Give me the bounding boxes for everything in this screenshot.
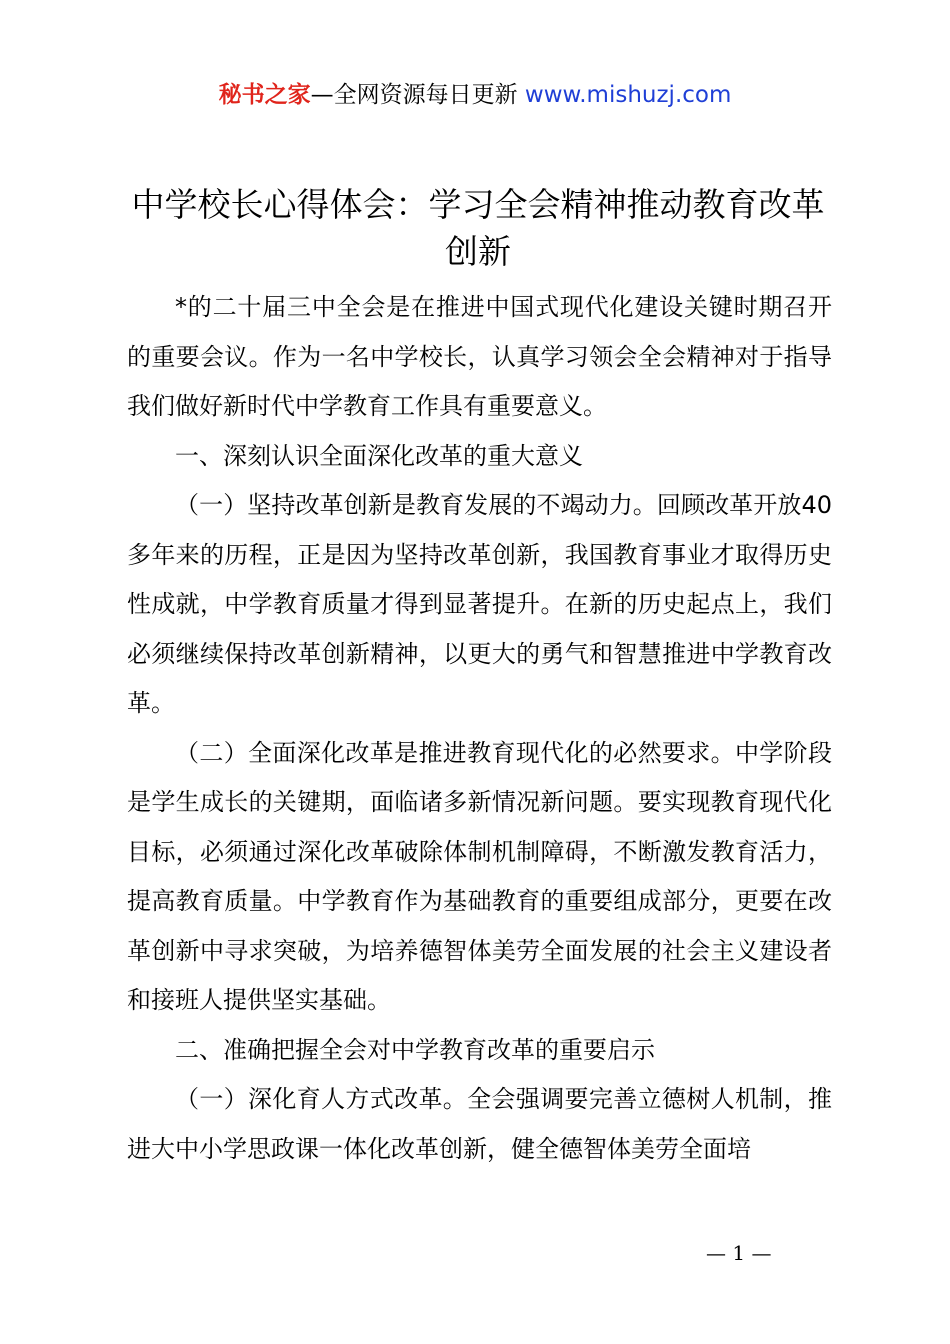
- site-url-link[interactable]: www.mishuzj.com: [524, 82, 732, 108]
- site-brand: 秘书之家: [218, 82, 311, 108]
- body-paragraph: （二）全面深化改革是推进教育现代化的必然要求。中学阶段是学生成长的关键期，面临诸多新情况新问题。要实现教育现代化目标，必须通过深化改革破除体制机制障碍，不断激发教育活力，提高教育质量。中学教育作为基础教育的重要组成部分，更要在改革创新中寻求突破，为培养德智体美劳全面发展的社会主义建设者和接班人提供坚实基础。: [127, 738, 832, 1014]
- document-title: 中学校长心得体会：学习全会精神推动教育改革创新: [131, 185, 825, 271]
- section-heading-1: 一、深刻认识全面深化改革的重大意义: [175, 441, 583, 470]
- site-tagline: —全网资源每日更新: [310, 82, 518, 108]
- site-header-banner: [0, 78, 950, 112]
- intro-paragraph: *的二十届三中全会是在推进中国式现代化建设关键时期召开的重要会议。作为一名中学校长，认真学习领会全会精神对于指导我们做好新时代中学教育工作具有重要意义。: [127, 293, 832, 420]
- section-heading-2: 二、准确把握全会对中学教育改革的重要启示: [175, 1035, 655, 1064]
- document-body: [127, 283, 832, 1174]
- page-number: — 1 —: [706, 1241, 772, 1265]
- body-paragraph: （一）坚持改革创新是教育发展的不竭动力。回顾改革开放40多年来的历程，正是因为坚持改革创新，我国教育事业才取得历史性成就，中学教育质量才得到显著提升。在新的历史起点上，我们必须继续保持改革创新精神，以更大的勇气和智慧推进中学教育改革。: [127, 491, 832, 717]
- header-spacer: [518, 82, 525, 108]
- body-paragraph: （一）深化育人方式改革。全会强调要完善立德树人机制，推进大中小学思政课一体化改革创新，健全德智体美劳全面培: [127, 1085, 832, 1163]
